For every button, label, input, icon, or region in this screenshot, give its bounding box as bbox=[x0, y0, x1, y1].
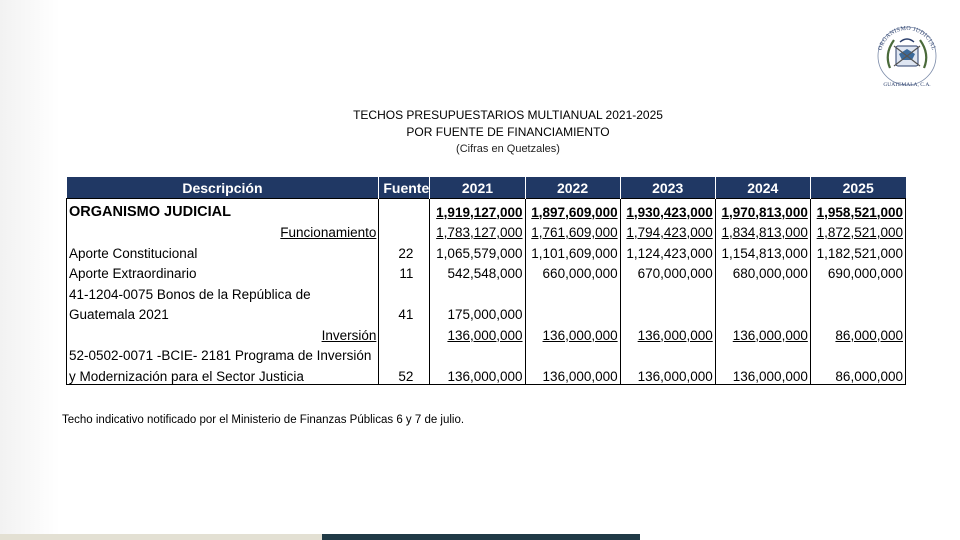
row-fuente bbox=[379, 322, 430, 343]
cell-2022: 136,000,000 bbox=[525, 363, 620, 384]
column-header-2022: 2022 bbox=[525, 177, 620, 199]
cell-2024: 136,000,000 bbox=[715, 363, 810, 384]
row-fuente bbox=[379, 343, 430, 364]
footer-bar-left bbox=[0, 534, 322, 540]
page-title: TECHOS PRESUPUESTARIOS MULTIANUAL 2021-2025 bbox=[353, 108, 663, 122]
cell-2021: 1,783,127,000 bbox=[430, 220, 525, 241]
row-description: Funcionamiento bbox=[67, 220, 379, 241]
row-fuente: 52 bbox=[379, 363, 430, 384]
cell-2021: 136,000,000 bbox=[430, 363, 525, 384]
cell-2022: 660,000,000 bbox=[525, 261, 620, 282]
table-header-row bbox=[67, 177, 906, 199]
svg-text:GUATEMALA, C.A.: GUATEMALA, C.A. bbox=[883, 82, 931, 88]
cell-2025: 86,000,000 bbox=[810, 322, 905, 343]
table-row-organismo-judicial bbox=[67, 199, 906, 220]
cell-2023: 1,930,423,000 bbox=[620, 199, 715, 220]
footer-bar-right bbox=[640, 534, 960, 540]
cell-2025: 1,182,521,000 bbox=[810, 240, 905, 261]
row-description: 41-1204-0075 Bonos de la República de bbox=[67, 281, 379, 302]
cell-2021: 1,065,579,000 bbox=[430, 240, 525, 261]
cell-2023: 136,000,000 bbox=[620, 363, 715, 384]
cell-2022: 1,761,609,000 bbox=[525, 220, 620, 241]
row-description: Guatemala 2021 bbox=[67, 302, 379, 323]
table-row-bcie-line2 bbox=[67, 363, 906, 384]
row-fuente bbox=[379, 281, 430, 302]
cell-2025: 86,000,000 bbox=[810, 363, 905, 384]
cell-2025: 1,872,521,000 bbox=[810, 220, 905, 241]
cell-2022 bbox=[525, 343, 620, 364]
cell-2025: 690,000,000 bbox=[810, 261, 905, 282]
cell-2024: 1,154,813,000 bbox=[715, 240, 810, 261]
page-subtitle: POR FUENTE DE FINANCIAMIENTO bbox=[406, 125, 610, 139]
cell-2023 bbox=[620, 302, 715, 323]
cell-2023: 670,000,000 bbox=[620, 261, 715, 282]
cell-2024 bbox=[715, 302, 810, 323]
cell-2025 bbox=[810, 281, 905, 302]
row-fuente bbox=[379, 199, 430, 220]
cell-2022 bbox=[525, 302, 620, 323]
cell-2021: 175,000,000 bbox=[430, 302, 525, 323]
row-fuente bbox=[379, 220, 430, 241]
cell-2024: 136,000,000 bbox=[715, 322, 810, 343]
units-caption: (Cifras en Quetzales) bbox=[456, 143, 560, 155]
table-row-aporte-constitucional bbox=[67, 240, 906, 261]
cell-2025 bbox=[810, 302, 905, 323]
column-header-2025: 2025 bbox=[810, 177, 905, 199]
row-fuente: 41 bbox=[379, 302, 430, 323]
cell-2021: 136,000,000 bbox=[430, 322, 525, 343]
cell-2021 bbox=[430, 281, 525, 302]
column-header-2024: 2024 bbox=[715, 177, 810, 199]
cell-2023: 1,124,423,000 bbox=[620, 240, 715, 261]
cell-2025 bbox=[810, 343, 905, 364]
left-shade bbox=[0, 0, 60, 540]
row-fuente: 22 bbox=[379, 240, 430, 261]
column-header-descripcion: Descripción bbox=[67, 177, 379, 199]
budget-table bbox=[66, 177, 906, 385]
row-description: Aporte Constitucional bbox=[67, 240, 379, 261]
cell-2022: 1,897,609,000 bbox=[525, 199, 620, 220]
table-row-bcie-line1 bbox=[67, 343, 906, 364]
table-row-bonos-line1 bbox=[67, 281, 906, 302]
row-description: y Modernización para el Sector Justicia bbox=[67, 363, 379, 384]
cell-2021: 542,548,000 bbox=[430, 261, 525, 282]
column-header-fuente: Fuente bbox=[379, 177, 430, 199]
cell-2025: 1,958,521,000 bbox=[810, 199, 905, 220]
table-row-inversion bbox=[67, 322, 906, 343]
organismo-judicial-emblem-icon bbox=[872, 20, 942, 90]
cell-2022: 1,101,609,000 bbox=[525, 240, 620, 261]
cell-2024 bbox=[715, 281, 810, 302]
cell-2021: 1,919,127,000 bbox=[430, 199, 525, 220]
row-description: 52-0502-0071 -BCIE- 2181 Programa de Inversión bbox=[67, 343, 379, 364]
table-row-bonos-line2 bbox=[67, 302, 906, 323]
cell-2024: 1,970,813,000 bbox=[715, 199, 810, 220]
cell-2023: 136,000,000 bbox=[620, 322, 715, 343]
cell-2022: 136,000,000 bbox=[525, 322, 620, 343]
cell-2023 bbox=[620, 281, 715, 302]
table-row-funcionamiento bbox=[67, 220, 906, 241]
footnote: Techo indicativo notificado por el Ministerio de Finanzas Públicas 6 y 7 de julio. bbox=[62, 414, 465, 426]
row-description: Inversión bbox=[67, 322, 379, 343]
cell-2023: 1,794,423,000 bbox=[620, 220, 715, 241]
svg-text:ORGANISMO JUDICIAL: ORGANISMO JUDICIAL bbox=[877, 25, 937, 52]
column-header-2021: 2021 bbox=[430, 177, 525, 199]
cell-2021 bbox=[430, 343, 525, 364]
cell-2023 bbox=[620, 343, 715, 364]
table-row-aporte-extraordinario bbox=[67, 261, 906, 282]
row-fuente: 11 bbox=[379, 261, 430, 282]
cell-2022 bbox=[525, 281, 620, 302]
row-description: ORGANISMO JUDICIAL bbox=[67, 199, 379, 220]
column-header-2023: 2023 bbox=[620, 177, 715, 199]
footer-bar-middle bbox=[322, 534, 640, 540]
cell-2024: 1,834,813,000 bbox=[715, 220, 810, 241]
cell-2024: 680,000,000 bbox=[715, 261, 810, 282]
row-description: Aporte Extraordinario bbox=[67, 261, 379, 282]
cell-2024 bbox=[715, 343, 810, 364]
